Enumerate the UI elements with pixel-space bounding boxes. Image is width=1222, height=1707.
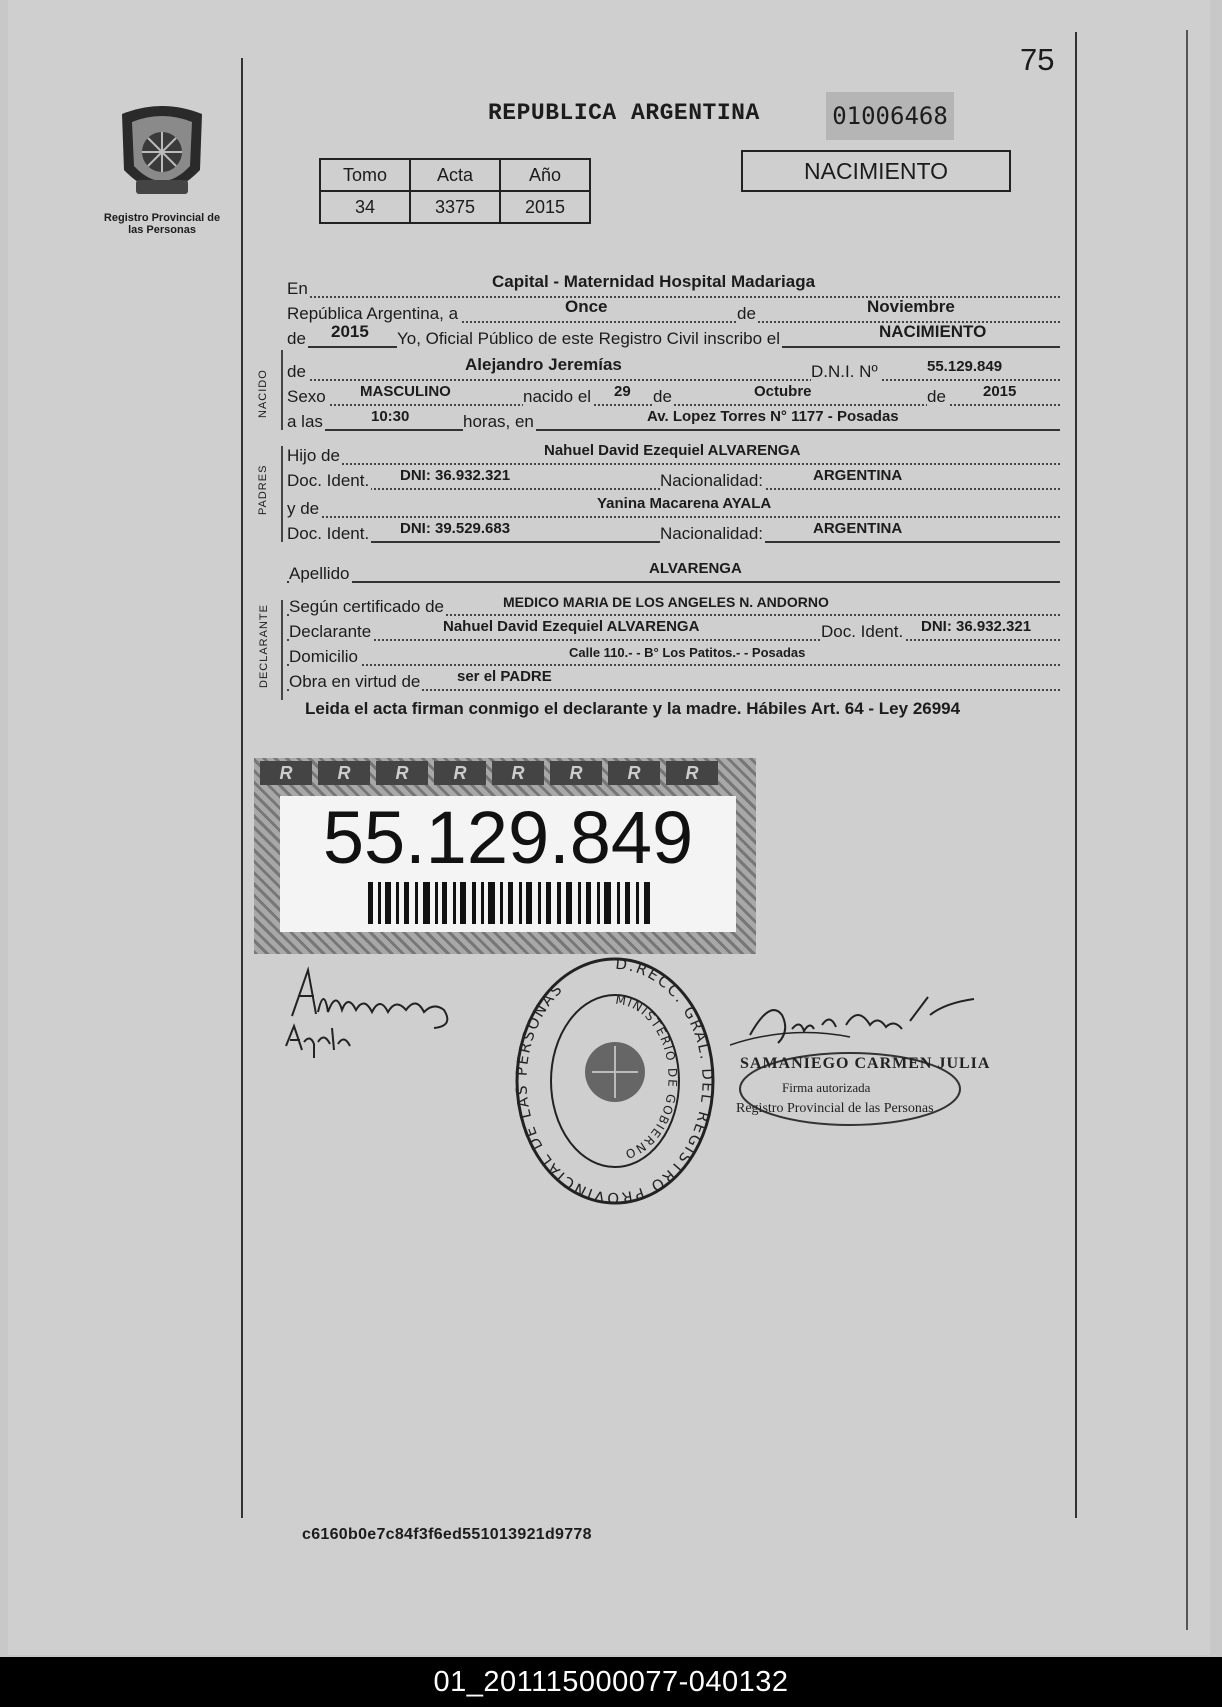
value-certificado: MEDICO MARIA DE LOS ANGELES N. ANDORNO [503, 594, 829, 610]
label-obra: Obra en virtud de [289, 672, 421, 691]
label-yo: Yo, Oficial Público de este Registro Civil inscribo el [397, 329, 780, 348]
value-madre: Yanina Macarena AYALA [597, 495, 772, 512]
document-title: REPUBLICA ARGENTINA [488, 100, 760, 126]
left-margin-line [241, 58, 243, 1518]
row-domicilio [287, 640, 1060, 666]
sticker-number: 55.129.849 [322, 796, 694, 879]
row-nombre [287, 355, 1060, 381]
official-office: Registro Provincial de las Personas [736, 1101, 934, 1116]
province-coat-of-arms-icon [112, 100, 212, 206]
value-apellido: ALVARENGA [649, 560, 742, 577]
anio-header: Año [500, 159, 590, 191]
label-nacido-el: nacido el [523, 387, 592, 406]
label-doc-ident-3: Doc. Ident. [821, 622, 904, 641]
value-padre-nac: ARGENTINA [813, 467, 903, 484]
row-apellido [287, 557, 1060, 583]
parent-signatures [284, 966, 484, 1076]
value-anio-nac: 2015 [983, 383, 1017, 400]
band-letter: R [608, 761, 660, 785]
label-domicilio: Domicilio [289, 647, 358, 666]
value-hora: 10:30 [371, 408, 410, 425]
barcode-icon [368, 882, 658, 924]
label-sexo: Sexo [287, 387, 326, 406]
label-de-5: de [927, 387, 946, 406]
dni-sticker [254, 758, 756, 954]
declarante-bracket [281, 600, 283, 700]
band-letter: R [376, 761, 428, 785]
value-anio: 2015 [331, 322, 369, 341]
sticker-label [280, 796, 736, 932]
value-padre: Nahuel David Ezequiel ALVARENGA [544, 442, 801, 459]
registry-label: Registro Provincial de las Personas [103, 212, 221, 236]
padres-bracket [281, 446, 283, 542]
band-letter: R [492, 761, 544, 785]
page-number: 75 [1020, 42, 1055, 77]
row-sexo-fecha [287, 380, 1060, 406]
label-hijo-de: Hijo de [287, 446, 340, 465]
band-letter: R [434, 761, 486, 785]
label-segun: Según certificado de [289, 597, 444, 616]
anio-value: 2015 [500, 191, 590, 223]
row-padre-doc [287, 464, 1060, 490]
band-letter: R [260, 761, 312, 785]
label-horas-en: horas, en [463, 412, 534, 431]
band-letter: R [550, 761, 602, 785]
label-dni: D.N.I. Nº [811, 362, 878, 381]
label-doc-ident-1: Doc. Ident. [287, 471, 370, 490]
record-table [319, 158, 591, 224]
row-anio-acto [287, 322, 1060, 348]
nacido-bracket [281, 350, 283, 430]
acta-header: Acta [410, 159, 500, 191]
label-de-4: de [653, 387, 672, 406]
value-mes-nac: Octubre [754, 383, 812, 400]
row-hora-lugar [287, 405, 1060, 431]
label-a-las: a las [287, 412, 323, 431]
province-logo [112, 100, 212, 206]
label-apellido: Apellido [289, 564, 350, 583]
paper-edge-line [1186, 30, 1188, 1630]
official-seal [512, 954, 718, 1208]
row-lugar [287, 272, 1060, 298]
tomo-value: 34 [320, 191, 410, 223]
value-domicilio: Calle 110.- - B° Los Patitos.- - Posadas [569, 645, 806, 660]
band-letter: R [666, 761, 718, 785]
label-de-2: de [287, 329, 306, 348]
right-margin-line [1075, 32, 1077, 1518]
side-label-nacido: NACIDO [257, 369, 269, 418]
row-madre-doc [287, 517, 1060, 543]
label-nacionalidad-1: Nacionalidad: [660, 471, 764, 490]
label-doc-ident-2: Doc. Ident. [287, 524, 370, 543]
value-dia-nac: 29 [614, 383, 631, 400]
seal-inner-text: MINISTERIO DE GOBIERNO [614, 992, 680, 1162]
row-fecha [287, 297, 1060, 323]
serial-number: 01006468 [826, 92, 954, 140]
value-direccion-nac: Av. Lopez Torres N° 1177 - Posadas [647, 408, 899, 425]
closing-text: Leida el acta firman conmigo el declarante y la madre. Hábiles Art. 64 - Ley 26994 [305, 699, 961, 718]
value-dni: 55.129.849 [927, 358, 1003, 375]
label-nacionalidad-2: Nacionalidad: [660, 524, 764, 543]
record-type-box: NACIMIENTO [741, 150, 1011, 192]
value-padre-dni: DNI: 36.932.321 [400, 467, 511, 484]
official-name: SAMANIEGO CARMEN JULIA [740, 1055, 991, 1072]
label-y-de: y de [287, 499, 320, 518]
document-hash: c6160b0e7c84f3f6ed551013921d9778 [302, 1526, 592, 1543]
label-declarante: Declarante [289, 622, 372, 641]
label-en: En [287, 279, 308, 298]
side-label-padres: PADRES [257, 464, 269, 515]
seal-outer-text: D.RECC. GRAL. DEL REGISTRO PROVINCIAL DE LAS PERSONAS [512, 954, 717, 1208]
value-madre-dni: DNI: 39.529.683 [400, 520, 511, 537]
tomo-header: Tomo [320, 159, 410, 191]
value-lugar: Capital - Maternidad Hospital Madariaga [492, 272, 816, 291]
value-obra: ser el PADRE [457, 668, 552, 685]
row-declarante [287, 615, 1060, 641]
value-mes: Noviembre [867, 297, 955, 316]
value-declarante: Nahuel David Ezequiel ALVARENGA [443, 618, 700, 635]
row-certificado [287, 590, 1060, 616]
row-madre [287, 492, 1060, 518]
label-de-1: de [737, 304, 756, 323]
label-republica: República Argentina, a [287, 304, 459, 323]
official-signature [730, 995, 980, 1055]
value-acto: NACIMIENTO [879, 322, 987, 341]
sticker-security-band [254, 758, 756, 788]
value-nombre: Alejandro Jeremías [465, 355, 622, 374]
official-role: Firma autorizada [782, 1080, 871, 1095]
value-dia: Once [565, 297, 608, 316]
band-letter: R [318, 761, 370, 785]
row-obra [287, 665, 1060, 691]
acta-value: 3375 [410, 191, 500, 223]
value-madre-nac: ARGENTINA [813, 520, 903, 537]
label-de-3: de [287, 362, 306, 381]
footer-id-bar: 01_201115000077-040132 [0, 1657, 1222, 1707]
row-padre [287, 439, 1060, 465]
value-sexo: MASCULINO [360, 383, 451, 400]
value-declarante-dni: DNI: 36.932.321 [921, 618, 1032, 635]
side-label-declarante: DECLARANTE [258, 604, 270, 688]
